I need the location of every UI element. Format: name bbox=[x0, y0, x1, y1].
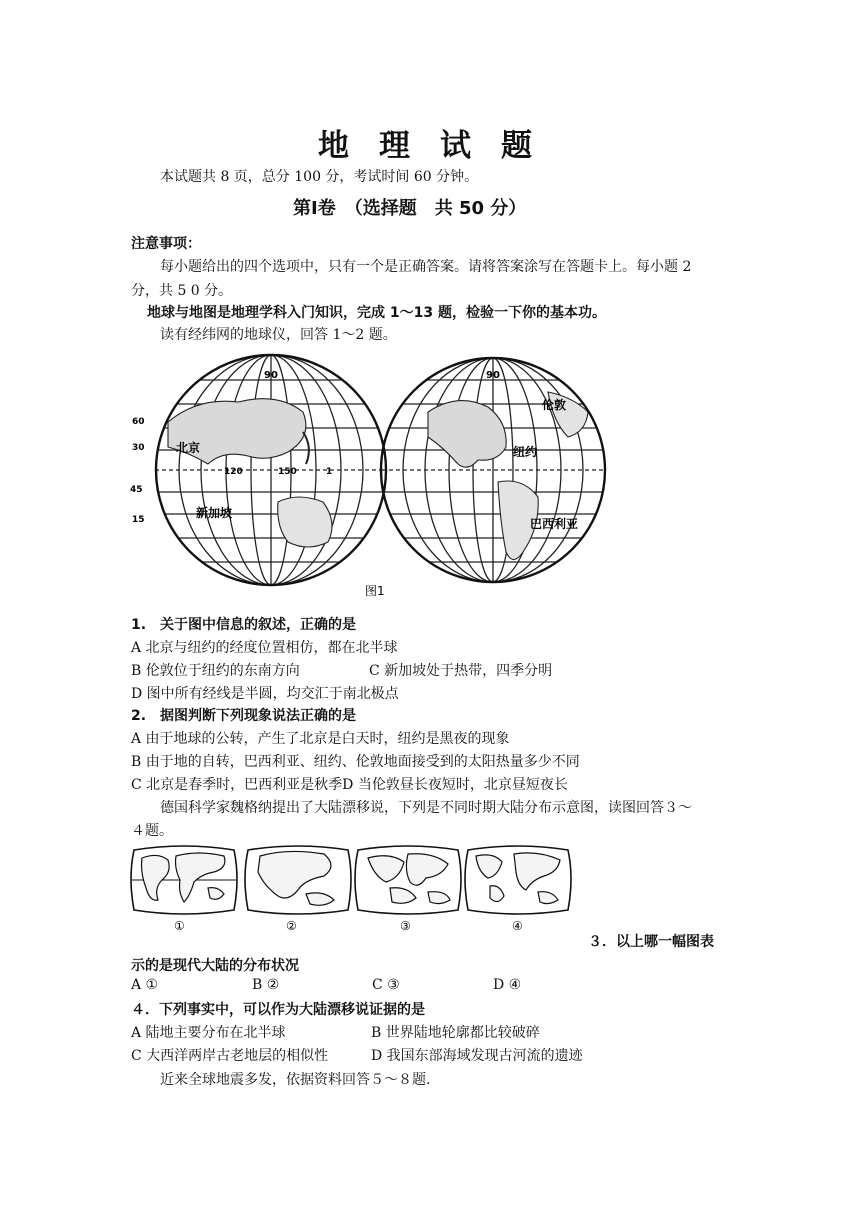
q4-option-a: A 陆地主要分布在北半球 bbox=[131, 1025, 286, 1041]
q2-option-a: A 由于地球的公转，产生了北京是白天时，纽约是黑夜的现象 bbox=[131, 731, 510, 747]
q2-stem: 2. 据图判断下列现象说法正确的是 bbox=[131, 708, 357, 724]
exam-intro: 本试题共 8 页，总分 100 分，考试时间 60 分钟。 bbox=[160, 169, 479, 185]
drift-map-label-2: ② bbox=[286, 919, 297, 933]
left-pole-label: 90 bbox=[264, 370, 278, 381]
q3-stem-2: 示的是现代大陆的分布状况 bbox=[131, 958, 299, 974]
right-pole-label: 90 bbox=[486, 370, 500, 381]
q3-option-b: B ② bbox=[252, 977, 280, 993]
group1-sub: 读有经纬网的地球仪，回答 1～2 题。 bbox=[160, 327, 397, 343]
city-label-brasilia: 巴西利亚 bbox=[530, 517, 579, 531]
q4-stem: ４．下列事实中，可以作为大陆漂移说证据的是 bbox=[131, 1002, 425, 1018]
q4-option-d: D 我国东部海域发现古河流的遗迹 bbox=[371, 1048, 583, 1064]
q1-stem: 1. 关于图中信息的叙述，正确的是 bbox=[131, 617, 357, 633]
figure1-caption: 图1 bbox=[365, 584, 385, 598]
drift-map-4 bbox=[465, 846, 571, 914]
left-latitude-label-1: 60 bbox=[132, 417, 145, 427]
q1-option-c: C 新加坡处于热带，四季分明 bbox=[369, 663, 553, 679]
group2-lead-1: 德国科学家魏格纳提出了大陆漂移说，下列是不同时期大陆分布示意图，读图回答３～ bbox=[160, 800, 692, 816]
group1-lead: 地球与地图是地理学科入门知识，完成 1～13 题，检验一下你的基本功。 bbox=[147, 305, 606, 321]
drift-map-label-4: ④ bbox=[512, 919, 523, 933]
city-label-beijing: 北京 bbox=[176, 441, 201, 455]
notice-line-2: 分，共 5 0 分。 bbox=[131, 283, 233, 299]
page-title: 地理试题 bbox=[318, 128, 562, 164]
drift-map-2 bbox=[245, 846, 351, 914]
city-label-london: 伦敦 bbox=[542, 398, 567, 412]
q4-option-b: B 世界陆地轮廓都比较破碎 bbox=[371, 1025, 540, 1041]
q3-option-c: C ③ bbox=[372, 977, 400, 993]
left-meridian-label-2: 150 bbox=[278, 467, 297, 477]
left-meridian-label-1: 120 bbox=[224, 467, 243, 477]
q4-option-c: C 大西洋两岸古老地层的相似性 bbox=[131, 1048, 329, 1064]
right-globe bbox=[368, 352, 618, 592]
section-heading: 第Ⅰ卷 （选择题 共 50 分） bbox=[293, 198, 527, 219]
left-meridian-label-3: 1 bbox=[326, 467, 333, 477]
drift-map-label-1: ① bbox=[174, 919, 185, 933]
figure1-globes bbox=[128, 352, 648, 600]
city-label-new-york: 纽约 bbox=[513, 445, 538, 459]
city-label-singapore: 新加坡 bbox=[196, 506, 233, 520]
drift-map-label-3: ③ bbox=[400, 919, 411, 933]
q1-option-a: A 北京与纽约的经度位置相仿，都在北半球 bbox=[131, 640, 398, 656]
notice-heading: 注意事项： bbox=[131, 236, 201, 252]
figure2-drift-maps bbox=[128, 842, 578, 934]
drift-map-3 bbox=[355, 846, 461, 914]
left-latitude-label-4: 15 bbox=[132, 515, 145, 525]
q3-stem-1: ３．以上哪一幅图表 bbox=[588, 934, 714, 950]
q3-option-d: D ④ bbox=[493, 977, 522, 993]
q3-option-a: A ① bbox=[131, 977, 159, 993]
group2-lead-2: ４题。 bbox=[131, 823, 173, 839]
group3-lead: 近来全球地震多发，依据资料回答５～８题. bbox=[160, 1072, 431, 1088]
left-latitude-label-3: 45 bbox=[130, 485, 143, 495]
notice-line-1: 每小题给出的四个选项中，只有一个是正确答案。请将答案涂写在答题卡上。每小题 2 bbox=[160, 259, 692, 275]
left-latitude-label-2: 30 bbox=[132, 443, 145, 453]
left-globe bbox=[130, 352, 394, 592]
q1-option-b: B 伦敦位于纽约的东南方向 bbox=[131, 663, 300, 679]
drift-map-1 bbox=[131, 846, 237, 914]
q2-option-cd: C 北京是春季时，巴西利亚是秋季D 当伦敦昼长夜短时，北京昼短夜长 bbox=[131, 777, 568, 793]
q1-option-d: D 图中所有经线是半圆，均交汇于南北极点 bbox=[131, 686, 399, 702]
q2-option-b: B 由于地的自转，巴西利亚、纽约、伦敦地面接受到的太阳热量多少不同 bbox=[131, 754, 580, 770]
